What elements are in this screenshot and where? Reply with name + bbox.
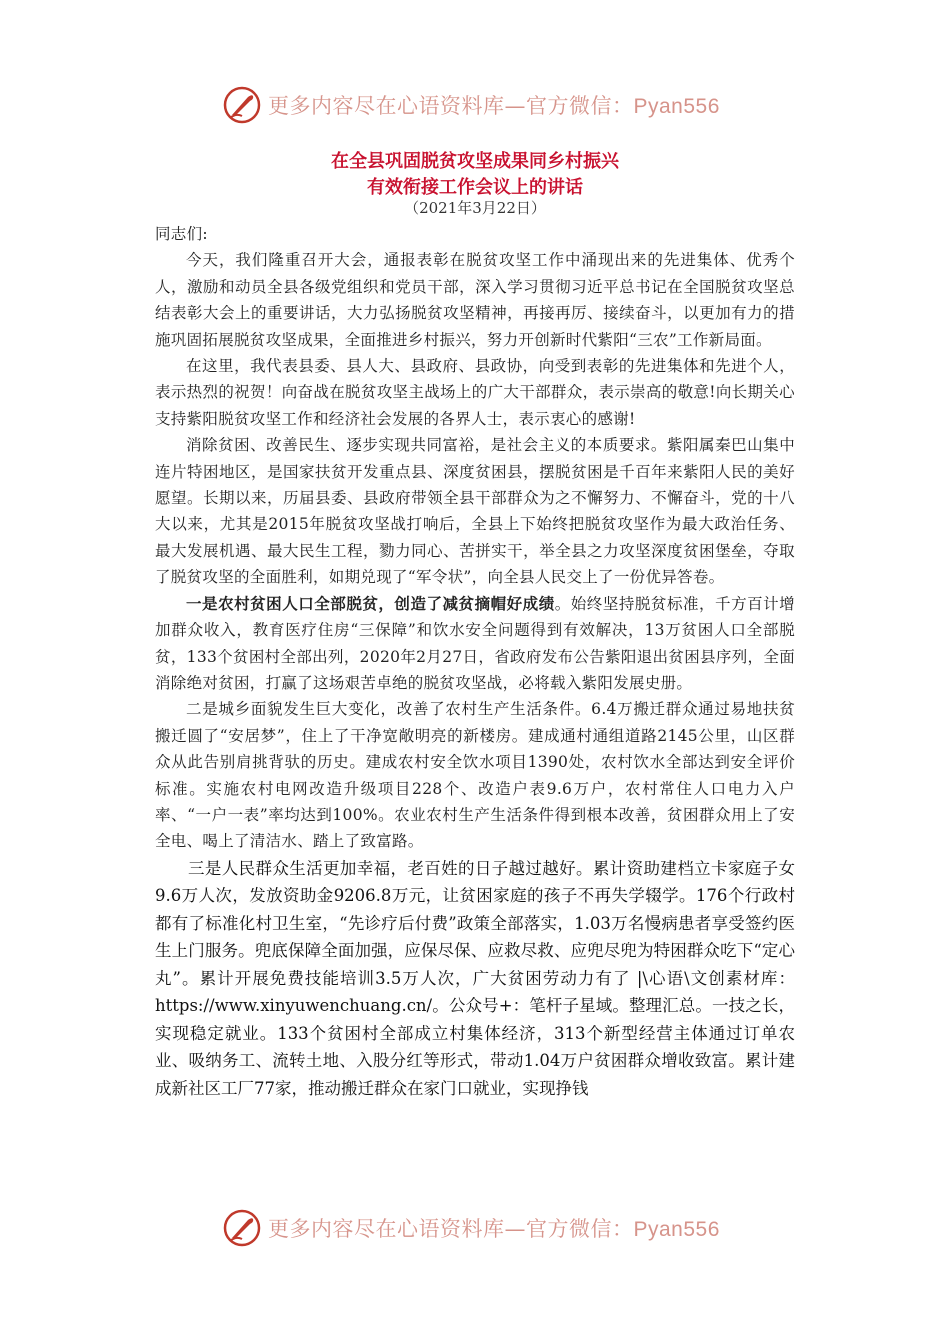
salutation: 同志们: xyxy=(155,225,208,243)
paragraph-4-lead: 一是农村贫困人口全部脱贫，创造了减贫摘帽好成绩 xyxy=(186,593,555,613)
speech-body xyxy=(155,221,795,1102)
quill-pen-logo-icon xyxy=(222,85,262,125)
document-title-line-2: 有效衔接工作会议上的讲话 xyxy=(367,177,583,198)
paragraph-5: 二是城乡面貌发生巨大变化，改善了农村生产生活条件。6.4万搬迁群众通过易地扶贫搬迁圆了“安居梦”，住上了干净宽敞明亮的新楼房。建成通村通组道路2145公里，山区群众从此告别肩挑背驮的历史。建成农村安全饮水项目1390处，农村饮水全部达到安全评价标准。实施农村电网改造升级项目228个、改造户表9.6万户，农村常住人口电力入户率、“一户一表”率均达到100%。农业农村生产生活条件得到根本改善，贫困群众用上了安全电、喝上了清洁水、踏上了致富路。 xyxy=(155,700,795,851)
paragraph-2: 在这里，我代表县委、县人大、县政府、县政协，向受到表彰的先进集体和先进个人，表示热烈的祝贺！向奋战在脱贫攻坚主战场上的广大干部群众，表示崇高的敬意!向长期关心支持紫阳脱贫攻坚工作和经济社会发展的各界人士，表示衷心的感谢! xyxy=(155,357,795,428)
paragraph-4-rest: 。始终坚持脱贫标准，千方百计增加群众收入，教育医疗住房“三保障”和饮水安全问题得到有效解决，13万贫困人口全部脱贫，133个贫困村全部出列，2020年2月27日，省政府发布公告紫阳退出贫困县序列，全面消除绝对贫困，打赢了这场艰苦卓绝的脱贫攻坚战，必将载入紫阳发展史册。 xyxy=(155,594,795,692)
document-date: （2021年3月22日） xyxy=(404,199,546,217)
paragraph-1: 今天，我们隆重召开大会，通报表彰在脱贫攻坚工作中涌现出来的先进集体、优秀个人，激励和动员全县各级党组织和党员干部，深入学习贯彻习近平总书记在全国脱贫攻坚总结表彰大会上的重要讲话，大力弘扬脱贫攻坚精神，再接再厉、接续奋斗，以更加有力的措施巩固拓展脱贫攻坚成果，全面推进乡村振兴，努力开创新时代紫阳“三农”工作新局面。 xyxy=(155,251,795,349)
paragraph-6: 三是人民群众生活更加幸福，老百姓的日子越过越好。累计资助建档立卡家庭子女9.6万人次，发放资助金9206.8万元，让贫困家庭的孩子不再失学辍学。176个行政村都有了标准化村卫生室，“先诊疗后付费”政策全部落实，1.03万名慢病患者享受签约医生上门服务。兜底保障全面加强，应保尽保、应救尽救、应兜尽兜为特困群众吃下“定心丸”。累计开展免费技能培训3.5万人次，广大贫困劳动力有了 |\心语\文创素材库：https://www.xinyuwenchuang.cn/。公众号+：笔杆子星域。整理汇总。一技之长，实现稳定就业。133个贫困村全部成立村集体经济，313个新型经营主体通过订单农业、吸纳务工、流转土地、入股分红等形式，带动1.04万户贫困群众增收致富。累计建成新社区工厂77家，推动搬迁群众在家门口就业，实现挣钱 xyxy=(155,858,795,1098)
paragraph-4 xyxy=(155,591,795,697)
banner-text: 更多内容尽在心语资料库—官方微信：Pyan556 xyxy=(268,1217,720,1241)
banner-text: 更多内容尽在心语资料库—官方微信：Pyan556 xyxy=(268,94,720,118)
header-watermark-banner xyxy=(222,80,742,130)
paragraph-3: 消除贫困、改善民生、逐步实现共同富裕，是社会主义的本质要求。紫阳属秦巴山集中连片特困地区，是国家扶贫开发重点县、深度贫困县，摆脱贫困是千百年来紫阳人民的美好愿望。长期以来，历届县委、县政府带领全县干部群众为之不懈努力、不懈奋斗，党的十八大以来，尤其是2015年脱贫攻坚战打响后，全县上下始终把脱贫攻坚作为最大政治任务、最大发展机遇、最大民生工程，勠力同心、苦拼实干，举全县之力攻坚深度贫困堡垒，夺取了脱贫攻坚的全面胜利，如期兑现了“军令状”，向全县人民交上了一份优异答卷。 xyxy=(155,436,795,587)
document-title-line-1: 在全县巩固脱贫攻坚成果同乡村振兴 xyxy=(331,151,619,172)
quill-pen-logo-icon xyxy=(222,1208,262,1248)
footer-watermark-banner xyxy=(222,1203,742,1253)
